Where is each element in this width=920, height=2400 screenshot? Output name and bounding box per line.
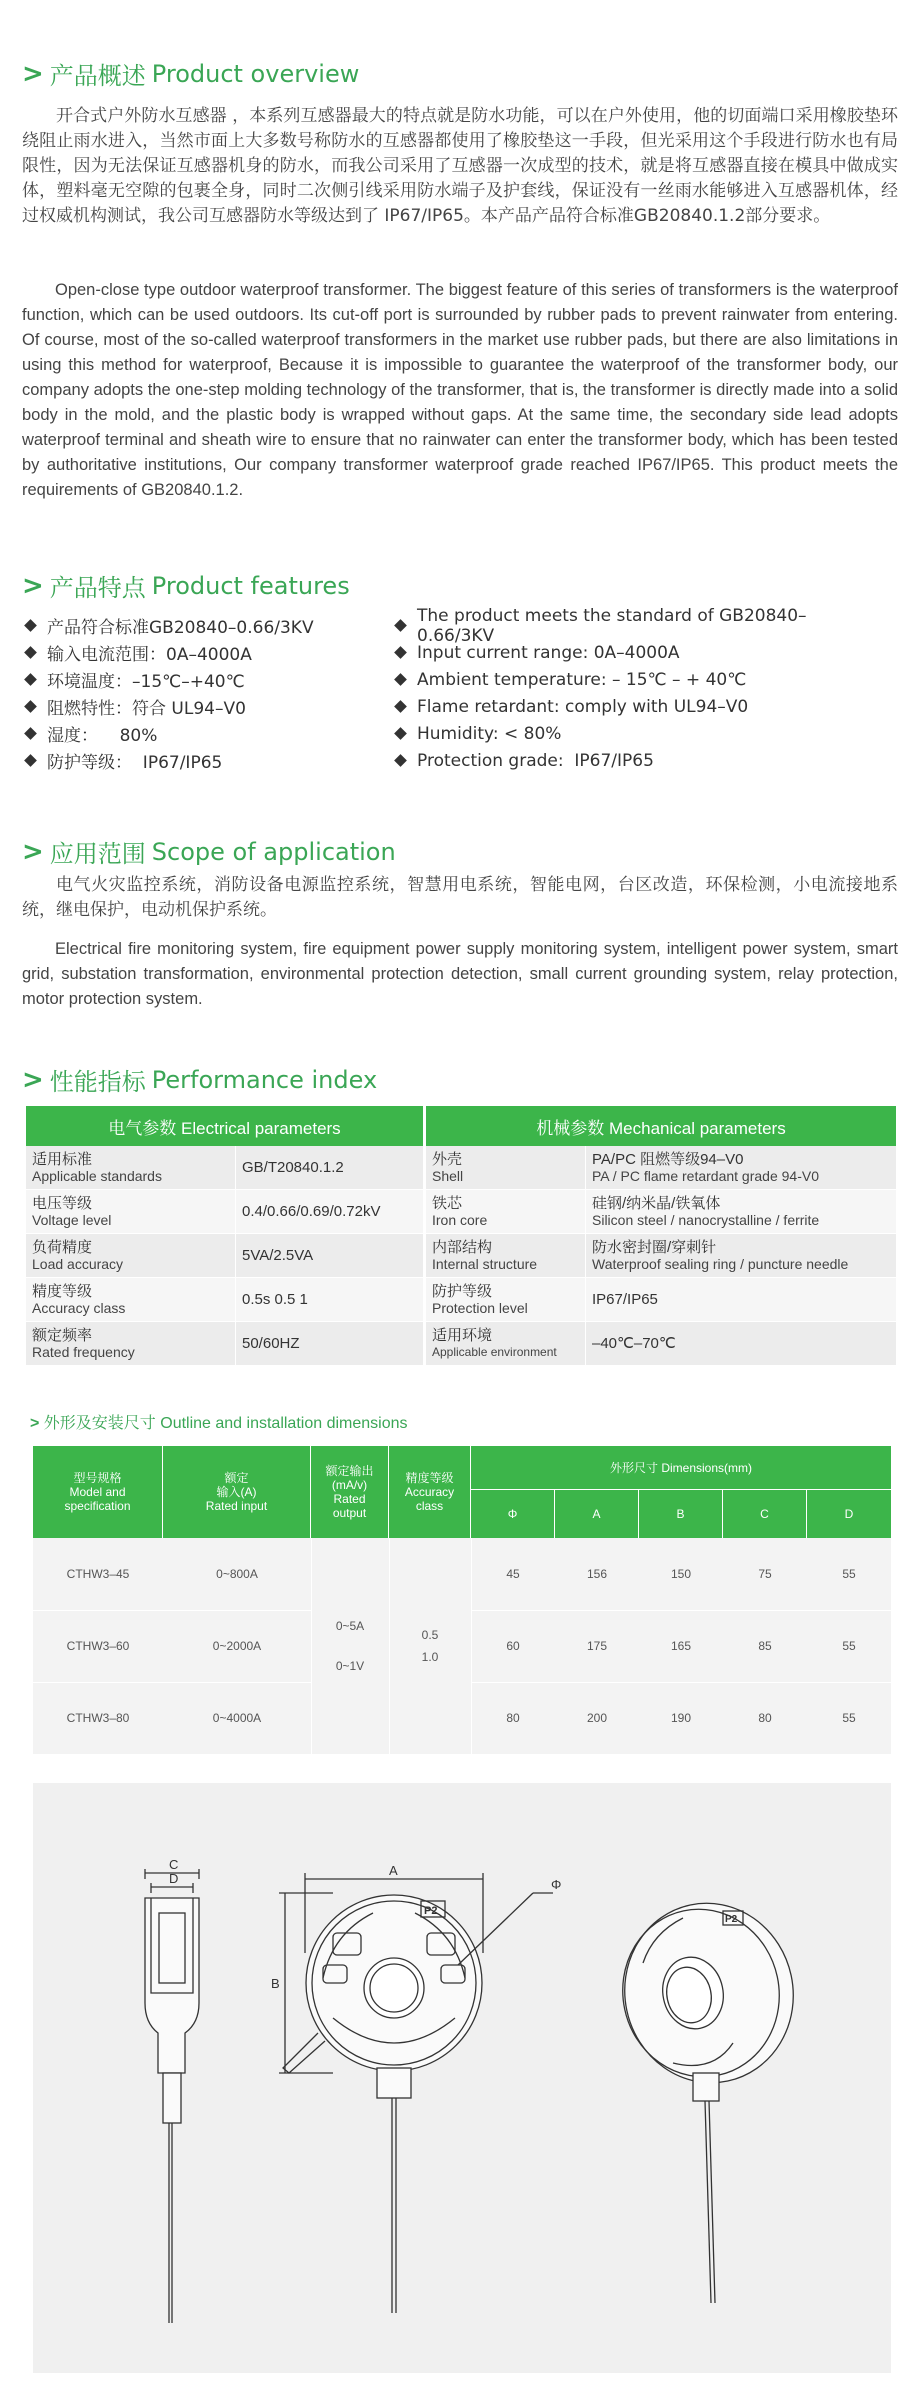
- cell-model: CTHW3–45: [66, 1567, 130, 1581]
- bullet-icon: [24, 727, 37, 740]
- features-list: [26, 605, 896, 774]
- bullet-icon: [24, 700, 37, 713]
- list-item: [26, 639, 396, 666]
- overview-title-en: Product overview: [151, 59, 360, 88]
- cell-d: 55: [842, 1711, 856, 1725]
- header-col-a: A: [555, 1490, 639, 1538]
- param-value: –40℃–70℃: [592, 1334, 676, 1352]
- list-item: [396, 747, 876, 774]
- performance-table-header: [26, 1106, 896, 1146]
- feature-text: 环境温度：–15℃–+40℃: [47, 672, 245, 692]
- header-model: 型号规格 Model and specification: [33, 1446, 163, 1538]
- dimensions-table-body: [33, 1538, 891, 1754]
- header-col-b: B: [639, 1490, 723, 1538]
- param-label: 防护等级 Protection level: [426, 1278, 586, 1321]
- bullet-icon: [394, 673, 407, 686]
- label-c: C: [169, 1857, 179, 1872]
- application-paragraph-cn: 电气火灾监控系统，消防设备电源监控系统，智慧用电系统，智能电网，台区改造，环保检测，小电流接地系统，继电保护，电动机保护系统。: [22, 875, 898, 920]
- header-dimensions-label: 外形尺寸 Dimensions(mm): [471, 1446, 891, 1490]
- features-heading: [22, 568, 350, 603]
- chevron-right-icon: >: [22, 836, 44, 867]
- list-item: [26, 693, 396, 720]
- cell-b: 150: [670, 1567, 692, 1581]
- application-title-cn: 应用范围: [49, 840, 146, 868]
- bullet-icon: [394, 619, 407, 632]
- application-paragraph-en: Electrical fire monitoring system, fire equipment power supply monitoring system, intelligent power system, smart grid, substation transformation, environmental protection detection, small current grounding system, relay protection, motor protection system.: [22, 940, 898, 1008]
- feature-text: Input current range: 0A–4000A: [417, 642, 680, 663]
- bullet-icon: [24, 646, 37, 659]
- param-value: PA/PC 阻燃等级94–V0 PA / PC flame retardant grade 94-V0: [592, 1150, 819, 1184]
- label-a: A: [389, 1863, 398, 1878]
- header-col-c: C: [723, 1490, 807, 1538]
- header-col-phi: Φ: [471, 1490, 555, 1538]
- list-item: [396, 720, 876, 747]
- overview-heading: [22, 56, 359, 91]
- perspective-view: [607, 1888, 810, 2303]
- table-row: [26, 1278, 896, 1322]
- header-accuracy: 精度等级 Accuracy class: [389, 1446, 471, 1538]
- table-row: [26, 1146, 896, 1190]
- performance-title-en: Performance index: [151, 1065, 378, 1094]
- bullet-icon: [24, 754, 37, 767]
- param-label: 适用环境 Applicable environment: [426, 1322, 586, 1365]
- param-value: 硅钢/纳米晶/铁氧体 Silicon steel / nanocrystalline / ferrite: [592, 1194, 820, 1228]
- table-row: [26, 1190, 896, 1234]
- header-output: 额定输出 (mA/v) Rated output: [311, 1446, 389, 1538]
- front-view: [279, 1873, 553, 2313]
- cell-input: 0~4000A: [212, 1711, 262, 1725]
- label-b: B: [271, 1976, 280, 1991]
- param-label: 铁芯 Iron core: [426, 1190, 586, 1233]
- dimensions-title: 外形及安装尺寸 Outline and installation dimensions: [43, 1415, 408, 1432]
- list-item: [26, 666, 396, 693]
- cell-phi: 45: [506, 1567, 520, 1581]
- feature-text: Flame retardant: comply with UL94–V0: [417, 696, 749, 717]
- badge-p2-front: P2: [424, 1905, 438, 1917]
- feature-text: 产品符合标准GB20840–0.66/3KV: [47, 618, 314, 638]
- transformer-drawing: [33, 1783, 891, 2373]
- list-item: [396, 666, 876, 693]
- cell-b: 165: [670, 1639, 692, 1653]
- cell-c: 75: [758, 1567, 772, 1581]
- application-title-en: Scope of application: [151, 837, 396, 866]
- mechanical-header: 机械参数 Mechanical parameters: [536, 1118, 786, 1138]
- feature-text: Protection grade: IP67/IP65: [417, 750, 654, 771]
- cell-a: 200: [586, 1711, 608, 1725]
- overview-paragraph-en: Open-close type outdoor waterproof transformer. The biggest feature of this series of transformers is the waterproof function, which can be used outdoors. Its cut-off port is surrounded by rubber pads to prevent rainwater from entering. Of course, most of the so-called waterproof transformers in the market use rubber pads, but there are also limitations in using this method for waterproof, Because it is impossible to guarantee the waterproof of the transformer body, our company adopts the one-step molding technology of the transformer, that is, the transformer is directly made into a solid body in the mold, and the plastic body is wrapped without gaps. At the same time, the secondary side lead adopts waterproof terminal and sheath wire to ensure that no rainwater can enter the transformer body, which has been tested by authoritative institutions, Our company transformer waterproof grade reached IP67/IP65. This product meets the requirements of GB20840.1.2.: [22, 281, 898, 499]
- list-item: [396, 693, 876, 720]
- cell-input: 0~800A: [216, 1567, 258, 1581]
- chevron-right-icon: >: [22, 1064, 44, 1095]
- cell-a: 175: [586, 1639, 608, 1653]
- performance-table: [26, 1106, 896, 1366]
- cell-output: 0~5A 0~1V: [335, 1619, 365, 1673]
- table-row: [26, 1234, 896, 1278]
- cell-c: 80: [758, 1711, 772, 1725]
- application-heading: [22, 834, 396, 869]
- cell-model: CTHW3–60: [66, 1639, 130, 1653]
- header-col-d: D: [844, 1507, 854, 1521]
- cell-a: 156: [586, 1567, 608, 1581]
- bullet-icon: [24, 673, 37, 686]
- chevron-right-icon: >: [30, 1415, 40, 1432]
- features-title-en: Product features: [151, 571, 350, 600]
- electrical-header: 电气参数 Electrical parameters: [26, 1106, 426, 1146]
- feature-text: Humidity: < 80%: [417, 723, 562, 744]
- feature-text: 输入电流范围：0A–4000A: [47, 645, 252, 665]
- bullet-icon: [394, 754, 407, 767]
- feature-text: The product meets the standard of GB20840–0.66/3KV: [417, 605, 807, 646]
- param-label: 额定频率 Rated frequency: [26, 1322, 236, 1365]
- param-label: 适用标准 Applicable standards: [26, 1146, 236, 1189]
- param-value: 防水密封圈/穿刺针 Waterproof sealing ring / puncture needle: [592, 1238, 849, 1272]
- cell-d: 55: [842, 1639, 856, 1653]
- param-value: IP67/IP65: [592, 1290, 658, 1308]
- feature-text: 湿度： 80%: [47, 726, 158, 746]
- bullet-icon: [394, 727, 407, 740]
- param-value: 5VA/2.5VA: [236, 1234, 426, 1277]
- side-view: [145, 1869, 199, 2323]
- features-list-en: [396, 605, 876, 774]
- list-item: [396, 605, 876, 646]
- dimensions-table-header: [33, 1446, 891, 1538]
- features-list-cn: [26, 612, 396, 774]
- cell-phi: 80: [506, 1711, 520, 1725]
- param-value: 0.4/0.66/0.69/0.72kV: [236, 1190, 426, 1233]
- param-label: 内部结构 Internal structure: [426, 1234, 586, 1277]
- chevron-right-icon: >: [22, 570, 44, 601]
- list-item: [26, 720, 396, 747]
- feature-text: 阻燃特性：符合 UL94–V0: [47, 699, 246, 719]
- cell-accuracy: 0.5 1.0: [421, 1628, 439, 1664]
- feature-text: Ambient temperature: – 15℃ – + 40℃: [417, 669, 747, 690]
- list-item: [26, 747, 396, 774]
- table-row: [26, 1322, 896, 1366]
- overview-paragraph-cn: 开合式户外防水互感器 ，本系列互感器最大的特点就是防水功能，可以在户外使用，他的切面端口采用橡胶垫环绕阻止雨水进入，当然市面上大多数号称防水的互感器都使用了橡胶垫这一手段，但光采用这个手段进行防水也有局限性，因为无法保证互感器机身的防水，而我公司采用了互感器一次成型的技术，就是将互感器直接在模具中做成实体，塑料毫无空隙的包裹全身，同时二次侧引线采用防水端子及护套线，保证没有一丝雨水能够进入互感器机体，经过权威机构测试，我公司互感器防水等级达到了 IP67/IP65。本产品产品符合标准GB20840.1.2部分要求。: [22, 106, 898, 226]
- label-phi: Φ: [551, 1877, 562, 1892]
- cell-phi: 60: [506, 1639, 520, 1653]
- badge-p2-perspective: P2: [725, 1914, 738, 1925]
- header-input: 额定 输入(A) Rated input: [163, 1446, 311, 1538]
- param-label: 负荷精度 Load accuracy: [26, 1234, 236, 1277]
- performance-heading: [22, 1062, 377, 1097]
- features-title-cn: 产品特点: [49, 574, 146, 602]
- param-value: GB/T20840.1.2: [236, 1146, 426, 1189]
- param-label: 外壳 Shell: [426, 1146, 586, 1189]
- param-value: 50/60HZ: [236, 1322, 426, 1365]
- cell-c: 85: [758, 1639, 772, 1653]
- dimensions-heading: [30, 1410, 408, 1433]
- dimensions-table: [33, 1446, 891, 1754]
- cell-model: CTHW3–80: [66, 1711, 130, 1725]
- cell-input: 0~2000A: [212, 1639, 262, 1653]
- outline-drawing: [33, 1783, 891, 2373]
- param-value: 0.5s 0.5 1: [236, 1278, 426, 1321]
- bullet-icon: [24, 619, 37, 632]
- overview-title-cn: 产品概述: [49, 62, 146, 90]
- performance-title-cn: 性能指标: [49, 1068, 146, 1096]
- label-d: D: [169, 1871, 179, 1886]
- list-item: [26, 612, 396, 639]
- param-label: 精度等级 Accuracy class: [26, 1278, 236, 1321]
- bullet-icon: [394, 700, 407, 713]
- chevron-right-icon: >: [22, 58, 44, 89]
- cell-b: 190: [670, 1711, 692, 1725]
- cell-d: 55: [842, 1567, 856, 1581]
- header-dimensions: [471, 1446, 891, 1538]
- bullet-icon: [394, 646, 407, 659]
- param-label: 电压等级 Voltage level: [26, 1190, 236, 1233]
- feature-text: 防护等级： IP67/IP65: [47, 753, 223, 773]
